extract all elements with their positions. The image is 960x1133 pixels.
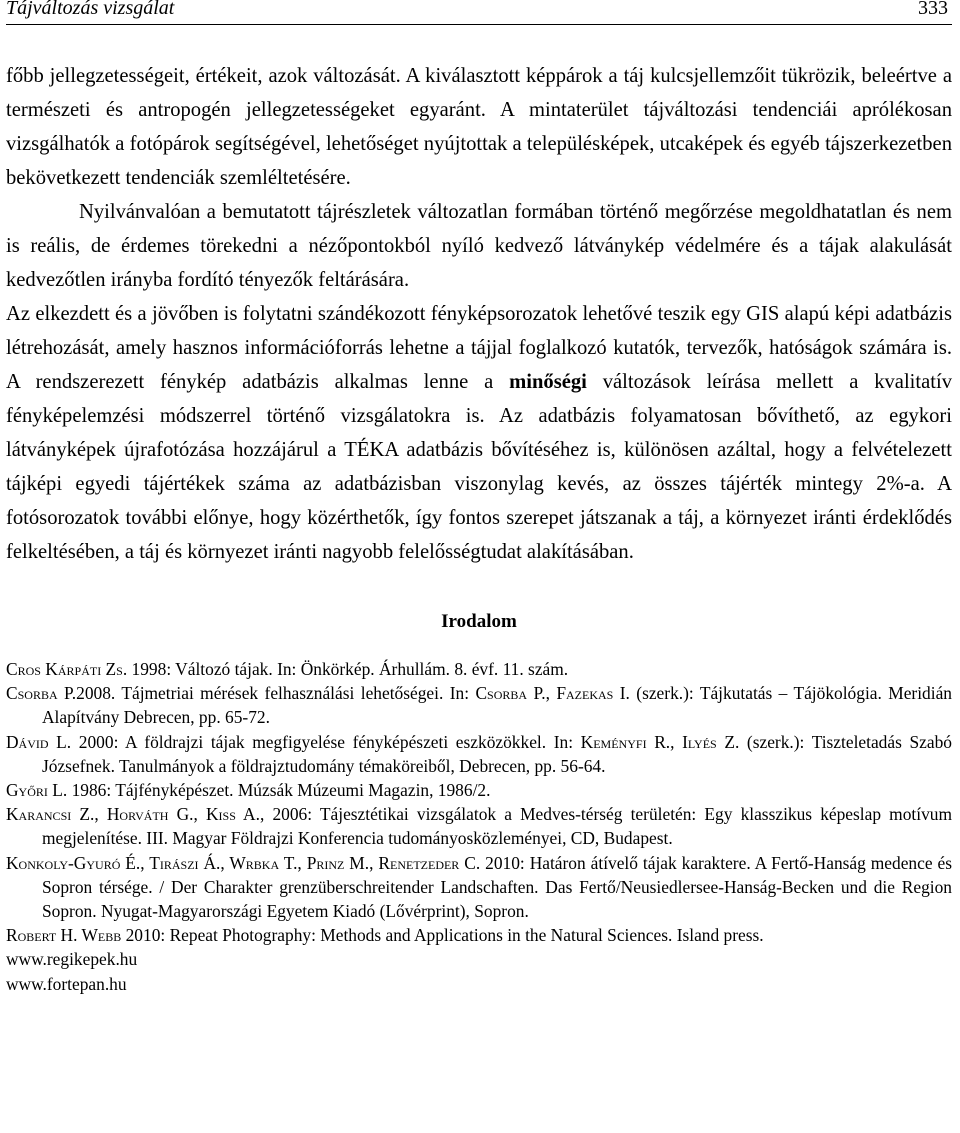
reference-authors: Robert H. Webb (6, 925, 122, 946)
reference-editors: Csorba P., Fazekas I. (475, 683, 630, 704)
reference-editors: Keményfi R., Ilyés Z. (580, 731, 740, 752)
reference-authors: Győri L. (6, 780, 68, 801)
reference-text: 2008. Tájmetriai mérések felhasználási lehetőségei. In: (76, 683, 476, 704)
reference-item (6, 681, 952, 729)
body-text (6, 59, 952, 569)
reference-item (6, 730, 952, 778)
reference-text: , 2006: Tájesztétikai vizsgálatok a Medves-térség területén: Egy klasszikus képeslap motívum megjelenítése. III. Magyar Földrajzi Konferencia tudományosközleményei, CD, Budapest. (42, 804, 952, 849)
bibliography-heading: Irodalom (441, 611, 517, 632)
reference-authors: Karancsi Z., Horváth G., Kiss A. (6, 804, 260, 825)
paragraph-3-part-2: változások leírása mellett a kvalitatív fényképelemzési módszerrel történő vizsgálatokra is. Az adatbázis folyamatosan bővíthető, az egykori látványképek újrafotózása hozzájárul a TÉKA adatbázis bővítéséhez is, különösen azáltal, hogy a felvételezett tájképi egyedi tájértékek száma az adatbázisban viszonylag kevés, az összes tájérték mintegy 2%-a. A fotósorozatok további előnye, hogy közérthetők, így fontos szerepet játszanak a táj, a környezet iránti érdeklődés felkeltésében, a táj és környezet iránti nagyobb felelősségtudat alakításában. (6, 371, 952, 563)
reference-authors: Dávid L. (6, 731, 72, 752)
page-number: 333 (918, 0, 948, 19)
reference-authors: Csorba P. (6, 683, 77, 704)
reference-text-cont: (szerk.): Tájkutatás – Tájökológia. Meridián Alapítvány Debrecen, pp. 65-72. (42, 683, 952, 728)
emphasis-minosegi: minőségi (509, 371, 587, 393)
paragraph-2: Nyilvánvalóan a bemutatott tájrészletek változatlan formában történő megőrzése megoldhatatlan és nem is reális, de érdemes törekedni a nézőpontokból nyíló kedvező látványkép védelmére és a tájak alakulását kedvezőtlen irányba fordító tényezők feltárására. (6, 201, 952, 291)
running-header (6, 0, 952, 25)
reference-item (6, 923, 952, 947)
reference-text: 1986: Tájfényképészet. Múzsák Múzeumi Magazin, 1986/2. (67, 780, 491, 801)
reference-list (6, 657, 952, 996)
reference-item (6, 851, 952, 924)
paragraph-3-part-1: Az elkezdett és a jövőben is folytatni szándékozott fényképsorozatok lehetővé teszik egy GIS alapú képi adatbázis létrehozását, amely hasznos információforrás lehetne a tájjal foglalkozó kutatók, tervezők, hatóságok számára is. A rendszerezett fénykép adatbázis alkalmas lenne a (6, 303, 952, 393)
reference-link: www.regikepek.hu (6, 949, 138, 970)
reference-item (6, 802, 952, 850)
running-title: Tájváltozás vizsgálat (6, 0, 175, 19)
reference-text: 2000: A földrajzi tájak megfigyelése fényképészeti eszközökkel. In: (71, 731, 581, 752)
reference-text: 2010: Repeat Photography: Methods and Applications in the Natural Sciences. Island press. (121, 925, 764, 946)
reference-authors: Cros Kárpáti Zs. (6, 659, 128, 679)
reference-authors: Konkoly-Gyuró É., Tirászi Á., Wrbka T., Prinz M., Renetzeder C. (6, 852, 481, 873)
reference-item (6, 778, 952, 802)
paragraph-1: főbb jellegzetességeit, értékeit, azok változását. A kiválasztott képpárok a táj kulcsjellemzőit tükrözik, beleértve a természeti és antropogén jellegzetességeket egyaránt. A mintaterület tájváltozási tendenciái aprólékosan vizsgálhatók a fotópárok segítségével, lehetőséget nyújtottak a településképek, utcaképek és egyéb tájszerkezetben bekövetkezett tendenciák szemléltetésére. (6, 65, 952, 189)
paragraph-3 (6, 297, 952, 569)
reference-text-cont: (szerk.): Tiszteletadás Szabó Józsefnek. Tanulmányok a földrajztudomány témaköreiből, Debrecen, pp. 56-64. (42, 731, 952, 776)
reference-text: 2010: Határon átívelő tájak karaktere. A Fertő-Hanság medence és Sopron térsége. / Der Charakter grenzüberschreitender Landschaften. Das Fertő/Neusiedlersee-Hanság-Becken und die Region Sopron. Nyugat-Magyarországi Egyetem Kiadó (Lővérprint), Sopron. (42, 852, 952, 922)
reference-link: www.fortepan.hu (6, 973, 127, 994)
reference-item (6, 657, 952, 681)
reference-text: 1998: Változó tájak. In: Önkörkép. Árhullám. 8. évf. 11. szám. (127, 659, 569, 679)
